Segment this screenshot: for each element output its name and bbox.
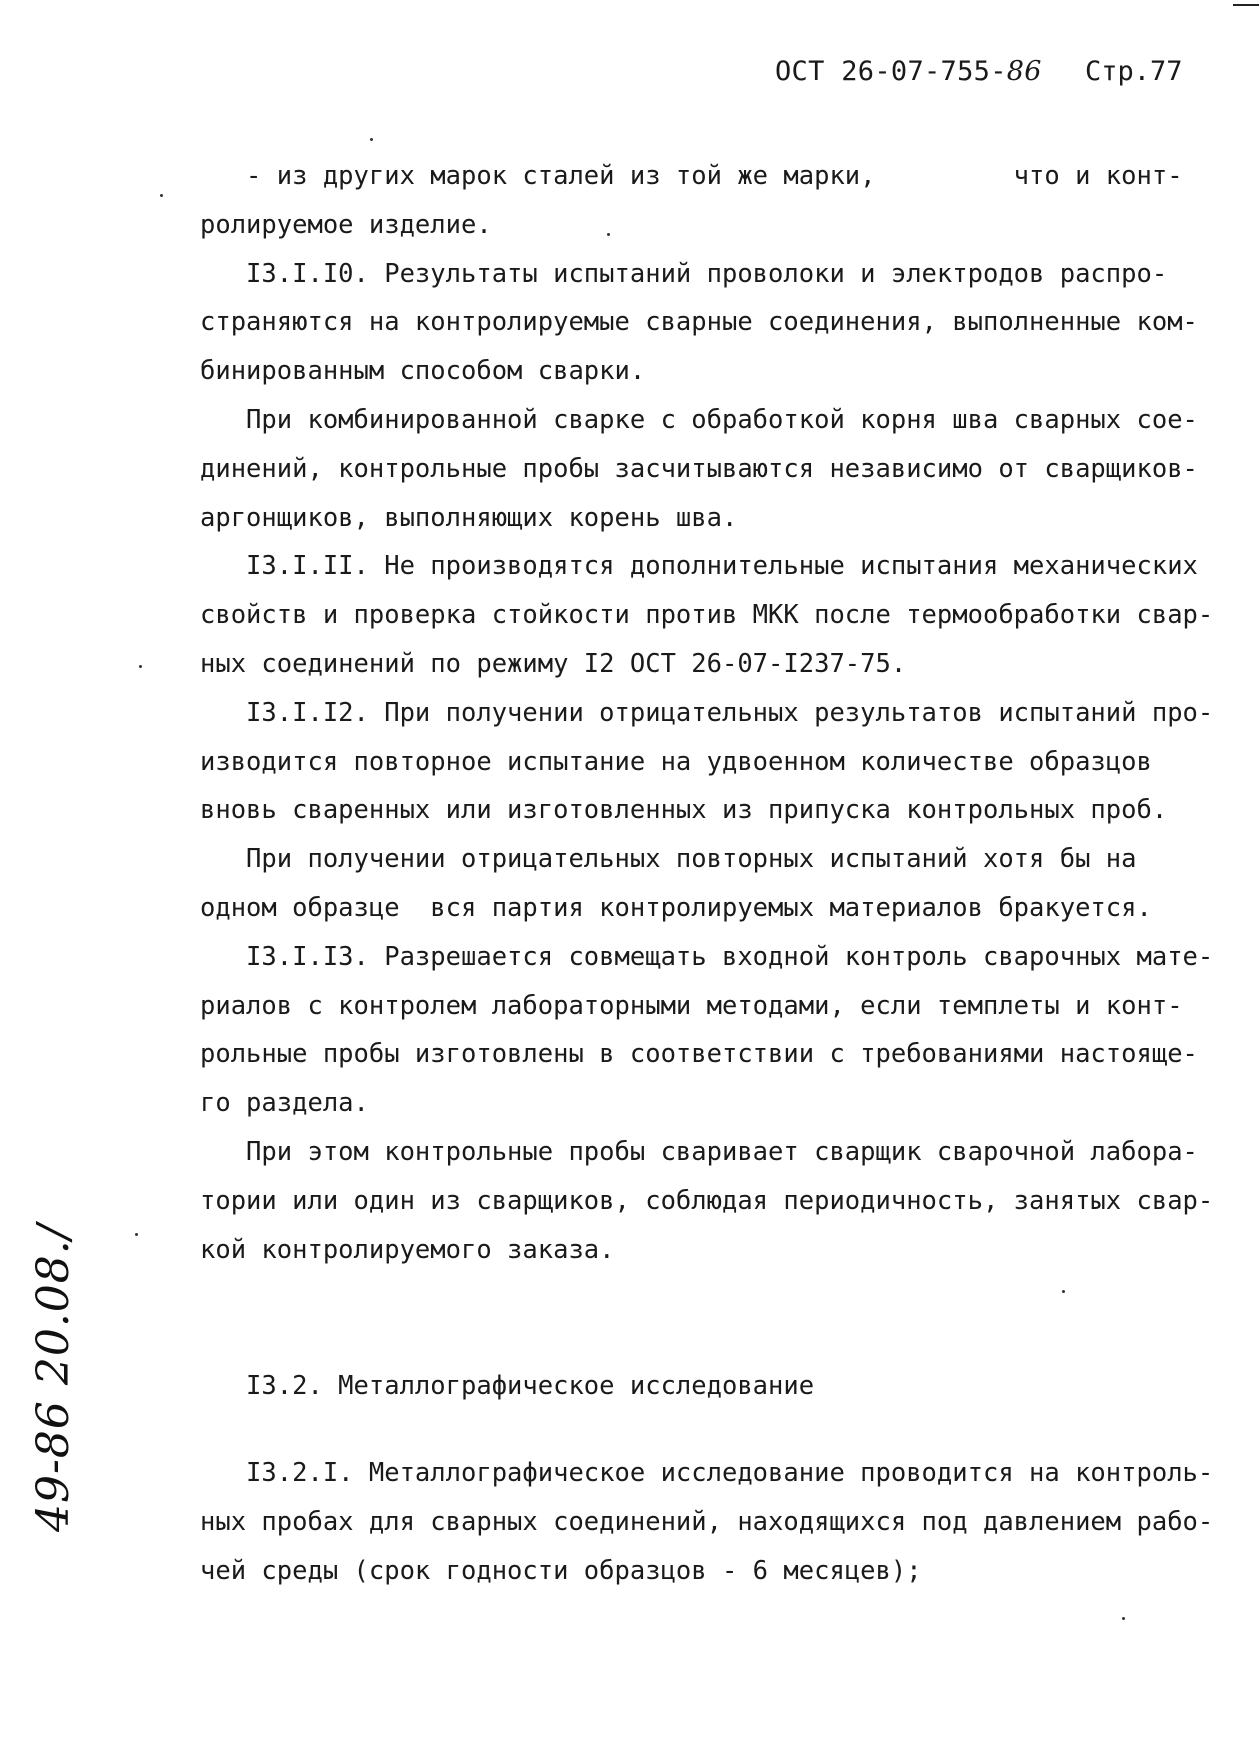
text-line: свойств и проверка стойкости против МКК после термообработки свар-	[200, 600, 1214, 631]
text-line: риалов с контролем лабораторными методами, если темплеты и конт-	[200, 990, 1183, 1021]
text-line: тории или один из сварщиков, соблюдая периодичность, занятых свар-	[200, 1185, 1214, 1216]
scan-speck	[607, 233, 610, 236]
spacer	[200, 1274, 1208, 1362]
text-line: чей среды (срок годности образцов - 6 месяцев);	[200, 1555, 922, 1586]
text-line: изводится повторное испытание на удвоенном количестве образцов	[200, 746, 1152, 777]
text-line: вновь сваренных или изготовленных из припуска контрольных проб.	[200, 795, 1168, 826]
document-code-suffix: 86	[1006, 56, 1042, 87]
scan-speck	[1122, 1617, 1125, 1620]
handwritten-stamp: 49-86 20.08.∕	[28, 1223, 79, 1532]
scan-speck	[139, 665, 142, 668]
scan-speck	[370, 138, 373, 141]
page-number: Стр.77	[1085, 56, 1183, 87]
text-line: страняются на контролируемые сварные соединения, выполненные ком-	[200, 307, 1198, 338]
text-line: - из других марок сталей из той же марки, что и конт-	[200, 161, 1183, 191]
text-line: При этом контрольные пробы сваривает сварщик сварочной лабора-	[200, 1136, 1198, 1167]
scan-speck	[1062, 1290, 1065, 1293]
text-line: кой контролируемого заказа.	[200, 1234, 615, 1265]
text-line: При получении отрицательных повторных испытаний хотя бы на	[200, 844, 1137, 875]
corner-mark	[1233, 4, 1259, 6]
text-line: аргонщиков, выполняющих корень шва.	[200, 502, 738, 533]
text-line: динений, контрольные пробы засчитываются независимо от сварщиков-	[200, 453, 1198, 484]
page-header	[0, 48, 1259, 98]
text-line: I3.I.I0. Результаты испытаний проволоки и электродов распро-	[200, 258, 1168, 289]
text-line: одном образце вся партия контролируемых материалов бракуется.	[200, 892, 1152, 923]
scan-speck	[135, 1233, 138, 1236]
text-line: ных пробах для сварных соединений, находящихся под давлением рабо-	[200, 1506, 1214, 1537]
spacer	[200, 1411, 1208, 1449]
body-text	[200, 152, 1214, 1596]
section-heading: I3.2. Металлографическое исследование	[200, 1371, 815, 1402]
text-line: ролируемое изделие.	[200, 209, 492, 240]
text-line: рольные пробы изготовлены в соответствии с требованиями настояще-	[200, 1039, 1198, 1070]
text-line: I3.2.I. Металлографическое исследование проводится на контроль-	[200, 1458, 1214, 1489]
text-line: I3.I.I3. Разрешается совмещать входной контроль сварочных мате-	[200, 941, 1214, 972]
text-line: го раздела.	[200, 1088, 369, 1119]
text-line: При комбинированной сварке с обработкой корня шва сварных сое-	[200, 404, 1198, 435]
text-line: I3.I.II. Не производятся дополнительные испытания механических	[200, 551, 1198, 582]
document-code	[775, 56, 1042, 87]
scan-speck	[160, 194, 163, 197]
text-line: бинированным способом сварки.	[200, 356, 646, 387]
text-line: I3.I.I2. При получении отрицательных результатов испытаний про-	[200, 697, 1214, 728]
document-code-main: ОСТ 26-07-755-	[775, 56, 1007, 87]
text-line: ных соединений по режиму I2 ОСТ 26-07-I237-75.	[200, 648, 907, 679]
